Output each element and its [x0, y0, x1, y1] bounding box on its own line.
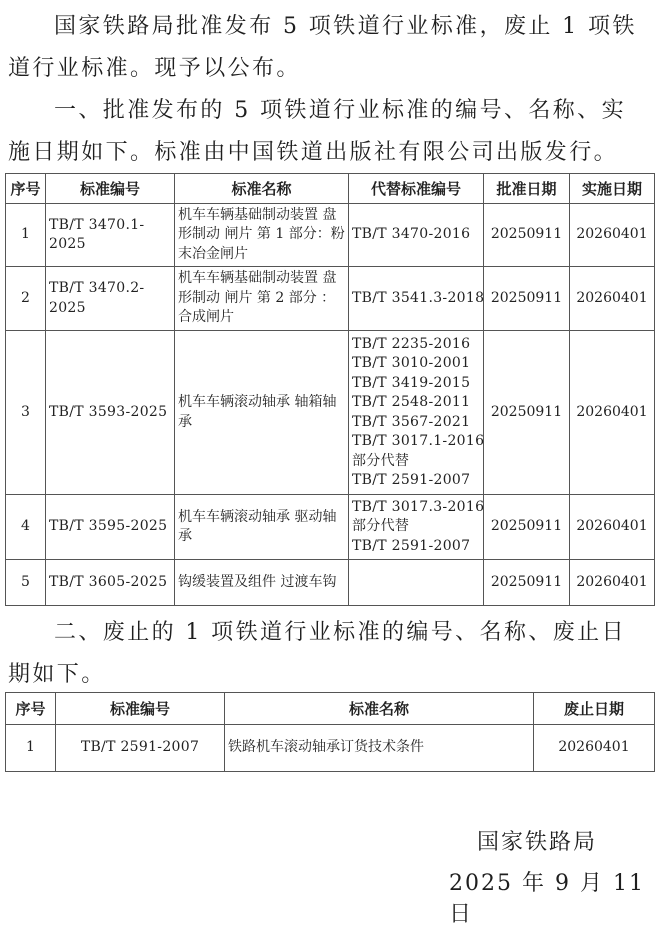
cell-no: 5 [6, 560, 46, 606]
cell-code: TB/T 3470.2-2025 [46, 267, 175, 331]
section2-paragraph: 二、废止的 1 项铁道行业标准的编号、名称、废止日期如下。 [8, 620, 626, 687]
table-row [6, 560, 655, 606]
replaced-standard: TB/T 3017.3-2016 [352, 498, 485, 515]
cell-name: 铁路机车滚动轴承订货技术条件 [225, 725, 534, 772]
cell-approval-date: 20250911 [484, 495, 570, 560]
replaced-standard: TB/T 2235-2016 [352, 335, 471, 352]
replaced-standard: TB/T 3010-2001 [352, 355, 471, 371]
replaced-standard: TB/T 3541.3-2018 [352, 289, 485, 306]
replaced-standard: TB/T 3470-2016 [352, 226, 471, 243]
header-name: 标准名称 [225, 693, 534, 725]
issue-date: 2025 年 9 月 11 日 [449, 871, 645, 927]
issuing-organization: 国家铁路局 [477, 830, 598, 855]
cell-approval-date: 20250911 [484, 267, 570, 331]
cell-replaces [349, 560, 484, 606]
cell-name: 机车车辆滚动轴承 轴箱轴承 [175, 331, 349, 495]
table-row [6, 267, 655, 331]
header-abolish-date: 废止日期 [534, 693, 655, 725]
cell-no: 3 [6, 331, 46, 495]
cell-name: 机车车辆基础制动装置 盘形制动 闸片 第 1 部分：粉末冶金闸片 [175, 204, 349, 267]
cell-replaces [349, 495, 484, 560]
header-name: 标准名称 [175, 174, 349, 204]
header-code: 标准编号 [46, 174, 175, 204]
replaced-standard: TB/T 3567-2021 [352, 413, 471, 430]
cell-name: 机车车辆基础制动装置 盘形制动 闸片 第 2 部分 ：合成闸片 [175, 267, 349, 331]
cell-name: 机车车辆滚动轴承 驱动轴承 [175, 495, 349, 560]
cell-no: 1 [6, 204, 46, 267]
header-replaces: 代替标准编号 [349, 174, 484, 204]
table-row [6, 495, 655, 560]
cell-replaces [349, 204, 484, 267]
replaced-standard: TB/T 3017.1-2016 [352, 433, 485, 449]
replaced-note: 部分代替 [352, 452, 410, 469]
cell-code: TB/T 3605-2025 [46, 560, 175, 606]
replaced-standard: TB/T 3419-2015 [352, 374, 471, 391]
table-header-row [6, 693, 655, 725]
cell-no: 4 [6, 495, 46, 560]
intro-paragraph: 国家铁路局批准发布 5 项铁道行业标准，废止 1 项铁道行业标准。现予以公布。 [8, 14, 637, 81]
abolished-standards-table [5, 692, 655, 772]
cell-code: TB/T 2591-2007 [56, 725, 225, 772]
replaced-standard: TB/T 2591-2007 [352, 537, 471, 554]
header-no: 序号 [6, 174, 46, 204]
cell-effective-date: 20260401 [570, 560, 655, 606]
cell-approval-date: 20250911 [484, 331, 570, 495]
cell-effective-date: 20260401 [570, 331, 655, 495]
cell-no: 2 [6, 267, 46, 331]
cell-name: 钩缓装置及组件 过渡车钩 [175, 560, 349, 606]
header-approval-date: 批准日期 [484, 174, 570, 204]
table-row [6, 204, 655, 267]
cell-code: TB/T 3593-2025 [46, 331, 175, 495]
replaced-standard: TB/T 2591-2007 [352, 472, 471, 488]
replaced-note: 部分代替 [352, 518, 410, 535]
cell-replaces [349, 331, 484, 495]
section1-paragraph: 一、批准发布的 5 项铁道行业标准的编号、名称、实施日期如下。标准由中国铁道出版社有限公司出版发行。 [8, 98, 626, 165]
approved-standards-table [5, 173, 655, 606]
cell-effective-date: 20260401 [570, 495, 655, 560]
table-row [6, 331, 655, 495]
table-row [6, 725, 655, 772]
header-code: 标准编号 [56, 693, 225, 725]
header-effective-date: 实施日期 [570, 174, 655, 204]
cell-effective-date: 20260401 [570, 267, 655, 331]
cell-abolish-date: 20260401 [534, 725, 655, 772]
cell-replaces [349, 267, 484, 331]
cell-approval-date: 20250911 [484, 204, 570, 267]
cell-effective-date: 20260401 [570, 204, 655, 267]
cell-approval-date: 20250911 [484, 560, 570, 606]
cell-code: TB/T 3470.1-2025 [46, 204, 175, 267]
cell-code: TB/T 3595-2025 [46, 495, 175, 560]
cell-no: 1 [6, 725, 56, 772]
header-no: 序号 [6, 693, 56, 725]
replaced-standard: TB/T 2548-2011 [352, 394, 471, 410]
table-header-row [6, 174, 655, 204]
